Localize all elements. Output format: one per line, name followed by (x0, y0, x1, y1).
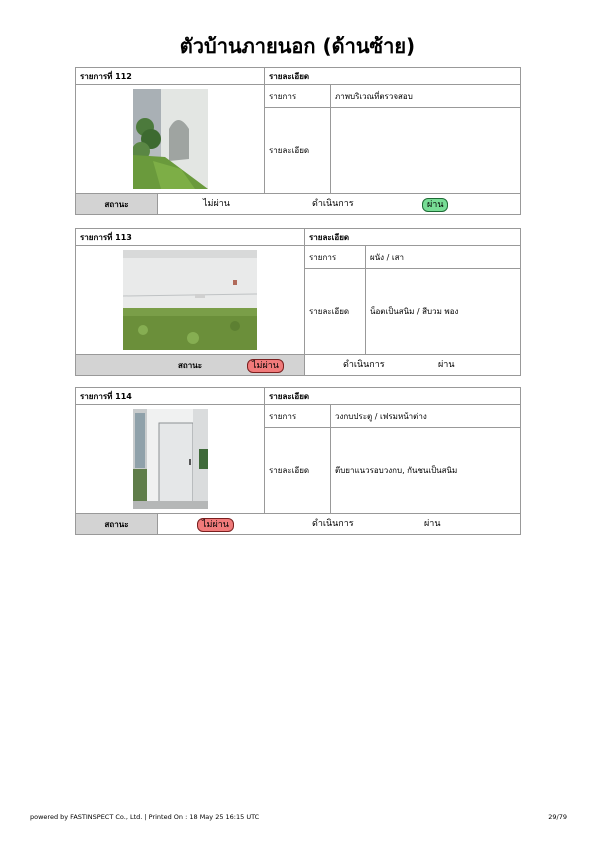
status-option-in-progress[interactable]: ดำเนินการ (312, 519, 354, 529)
item-label: รายการ (265, 405, 331, 428)
status-options (158, 194, 521, 215)
detail-header: รายละเอียด (265, 388, 521, 405)
item-value: วงกบประตู / เฟรมหน้าต่าง (331, 405, 521, 428)
inspection-item-113 (75, 228, 521, 376)
inspection-item-114 (75, 387, 521, 535)
item-number: รายการที่ 112 (76, 68, 265, 85)
item-label: รายการ (305, 246, 366, 269)
inspection-item-112 (75, 67, 521, 215)
status-option-fail[interactable]: ไม่ผ่าน (203, 199, 230, 209)
detail-label: รายละเอียด (265, 428, 331, 514)
detail-label: รายละเอียด (305, 269, 366, 355)
status-label: สถานะ (76, 194, 158, 215)
footer-text: powered by FASTINSPECT Co., Ltd. | Printed On : 18 May 25 16:15 UTC (30, 813, 260, 821)
item-number: รายการที่ 114 (76, 388, 265, 405)
status-option-in-progress[interactable]: ดำเนินการ (343, 360, 385, 370)
inspection-photo[interactable] (133, 409, 208, 509)
status-options (252, 355, 521, 376)
detail-label: รายละเอียด (265, 108, 331, 194)
status-options (158, 514, 521, 535)
photo-cell (76, 405, 265, 514)
page-title: ตัวบ้านภายนอก (ด้านซ้าย) (179, 34, 416, 58)
photo-image (123, 250, 257, 350)
item-number: รายการที่ 113 (76, 229, 305, 246)
inspection-photo[interactable] (123, 250, 257, 350)
item-label: รายการ (265, 85, 331, 108)
photo-cell (76, 246, 305, 355)
page-number: 29/79 (548, 813, 567, 821)
status-label: สถานะ (76, 355, 305, 376)
status-option-fail-selected[interactable]: ไม่ผ่าน (247, 359, 284, 373)
status-option-pass[interactable]: ผ่าน (424, 519, 441, 529)
item-value: ผนัง / เสา (366, 246, 521, 269)
detail-header: รายละเอียด (305, 229, 521, 246)
detail-value: ตีบยาแนวรอบวงกบ, กันชนเป็นสนิม (331, 428, 521, 514)
item-value: ภาพบริเวณที่ตรวจสอบ (331, 85, 521, 108)
status-option-in-progress[interactable]: ดำเนินการ (312, 199, 354, 209)
status-option-pass[interactable]: ผ่าน (438, 360, 455, 370)
photo-image (133, 89, 208, 189)
inspection-photo[interactable] (133, 89, 208, 189)
detail-value: น็อตเป็นสนิม / สีบวม พอง (366, 269, 521, 355)
photo-cell (76, 85, 265, 194)
photo-image (133, 409, 208, 509)
status-option-pass-selected[interactable]: ผ่าน (422, 198, 448, 212)
detail-value (331, 108, 521, 194)
detail-header: รายละเอียด (265, 68, 521, 85)
status-option-fail-selected[interactable]: ไม่ผ่าน (197, 518, 234, 532)
status-label: สถานะ (76, 514, 158, 535)
